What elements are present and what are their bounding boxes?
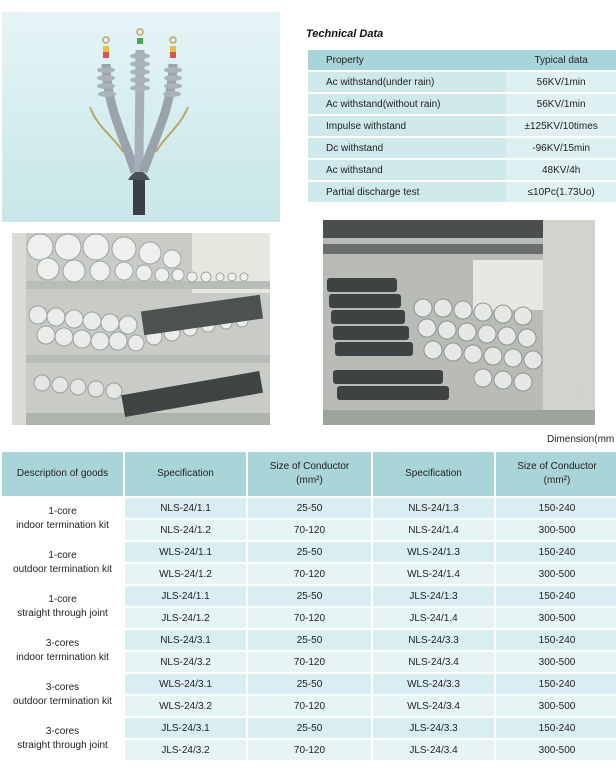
size-cell: 25-50 [248,718,371,738]
dimension-label: Dimension(mm [547,434,615,445]
spec-cell: WLS-24/3.1 [125,674,246,694]
size-cell: 70-120 [248,520,371,540]
core-count: 1-core [48,506,77,517]
spec-cell: WLS-24/1.4 [373,564,494,584]
table-row [2,630,616,650]
technical-data-header-row [308,50,616,70]
size-cell: 150-240 [496,542,616,562]
kit-type: straight through joint [17,740,108,751]
size-cell: 150-240 [496,630,616,650]
goods-description [2,630,123,672]
technical-data-title: Technical Data [306,28,384,40]
property-cell: Dc withstand [308,138,506,158]
conductor-size-header [496,452,616,496]
goods-description [2,498,123,540]
kit-type: indoor termination kit [16,652,109,663]
size-cell: 70-120 [248,564,371,584]
size-cell: 70-120 [248,696,371,716]
spec-cell: JLS-24/3.1 [125,718,246,738]
kit-type: straight through joint [17,608,108,619]
technical-data-row [308,160,616,180]
size-cell: 25-50 [248,674,371,694]
size-cell: 150-240 [496,498,616,518]
size-cell: 300-500 [496,608,616,628]
value-cell: -96KV/15min [506,138,616,158]
kit-type: indoor termination kit [16,520,109,531]
spec-cell: NLS-24/1.4 [373,520,494,540]
technical-data-row [308,116,616,136]
size-cell: 25-50 [248,498,371,518]
core-count: 1-core [48,550,77,561]
value-cell: ±125KV/10times [506,116,616,136]
property-cell: Partial discharge test [308,182,506,202]
conductor-size-label: Size of Conductor [269,461,350,472]
spec-cell: JLS-24/3.3 [373,718,494,738]
warehouse-photo [12,233,270,425]
specification-header: Specification [373,452,494,496]
core-count: 1-core [48,594,77,605]
goods-description [2,542,123,584]
conductor-size-header [248,452,371,496]
goods-description [2,718,123,760]
property-cell: Impulse withstand [308,116,506,136]
spec-cell: WLS-24/3.2 [125,696,246,716]
spec-cell: WLS-24/1.2 [125,564,246,584]
size-cell: 300-500 [496,564,616,584]
property-cell: Ac withstand [308,160,506,180]
specification-table [0,450,616,762]
technical-data-row [308,94,616,114]
spec-cell: JLS-24/1.3 [373,586,494,606]
size-cell: 300-500 [496,696,616,716]
table-row [2,498,616,518]
spec-cell: NLS-24/1.2 [125,520,246,540]
goods-description [2,586,123,628]
table-row [2,674,616,694]
size-cell: 300-500 [496,652,616,672]
value-cell: 56KV/1min [506,72,616,92]
specification-header: Specification [125,452,246,496]
value-cell: 48KV/4h [506,160,616,180]
cable-termination-illustration [2,12,280,222]
spec-cell: NLS-24/1.1 [125,498,246,518]
size-cell: 70-120 [248,608,371,628]
spec-cell: WLS-24/3.3 [373,674,494,694]
property-header: Property [308,50,506,70]
technical-data-table [308,48,616,204]
technical-data-row [308,138,616,158]
kit-type: outdoor termination kit [13,564,112,575]
conductor-size-label: Size of Conductor [517,461,597,472]
spec-cell: JLS-24/1.4 [373,608,494,628]
size-cell: 300-500 [496,520,616,540]
property-cell: Ac withstand(without rain) [308,94,506,114]
size-cell: 25-50 [248,586,371,606]
core-count: 3-cores [45,638,80,649]
size-cell: 25-50 [248,542,371,562]
spec-cell: NLS-24/1.3 [373,498,494,518]
spec-cell: JLS-24/3.4 [373,740,494,760]
value-cell: 56KV/1min [506,94,616,114]
size-cell: 150-240 [496,586,616,606]
property-cell: Ac withstand(under rain) [308,72,506,92]
typical-data-header: Typical data [506,50,616,70]
warehouse-photo [323,220,595,425]
table-row [2,718,616,738]
core-count: 3-cores [45,726,80,737]
value-cell: ≤10Pc(1.73Uo) [506,182,616,202]
spec-cell: WLS-24/1.1 [125,542,246,562]
size-cell: 70-120 [248,652,371,672]
spec-cell: NLS-24/3.1 [125,630,246,650]
spec-cell: NLS-24/3.2 [125,652,246,672]
spec-cell: WLS-24/1.3 [373,542,494,562]
table-row [2,542,616,562]
size-cell: 70-120 [248,740,371,760]
product-photo [2,12,280,222]
size-cell: 150-240 [496,718,616,738]
technical-data-row [308,72,616,92]
size-cell: 300-500 [496,740,616,760]
technical-data-row [308,182,616,202]
spec-cell: WLS-24/3.4 [373,696,494,716]
spec-cell: JLS-24/1.2 [125,608,246,628]
table-row [2,586,616,606]
goods-description [2,674,123,716]
size-cell: 25-50 [248,630,371,650]
spec-header-row [2,452,616,496]
spec-cell: JLS-24/3.2 [125,740,246,760]
kit-type: outdoor termination kit [13,696,112,707]
conductor-size-unit: (mm²) [543,475,571,486]
conductor-size-unit: (mm²) [296,475,323,486]
spec-cell: NLS-24/3.4 [373,652,494,672]
description-header: Description of goods [2,452,123,496]
spec-cell: JLS-24/1.1 [125,586,246,606]
size-cell: 150-240 [496,674,616,694]
spec-cell: NLS-24/3.3 [373,630,494,650]
core-count: 3-cores [45,682,80,693]
